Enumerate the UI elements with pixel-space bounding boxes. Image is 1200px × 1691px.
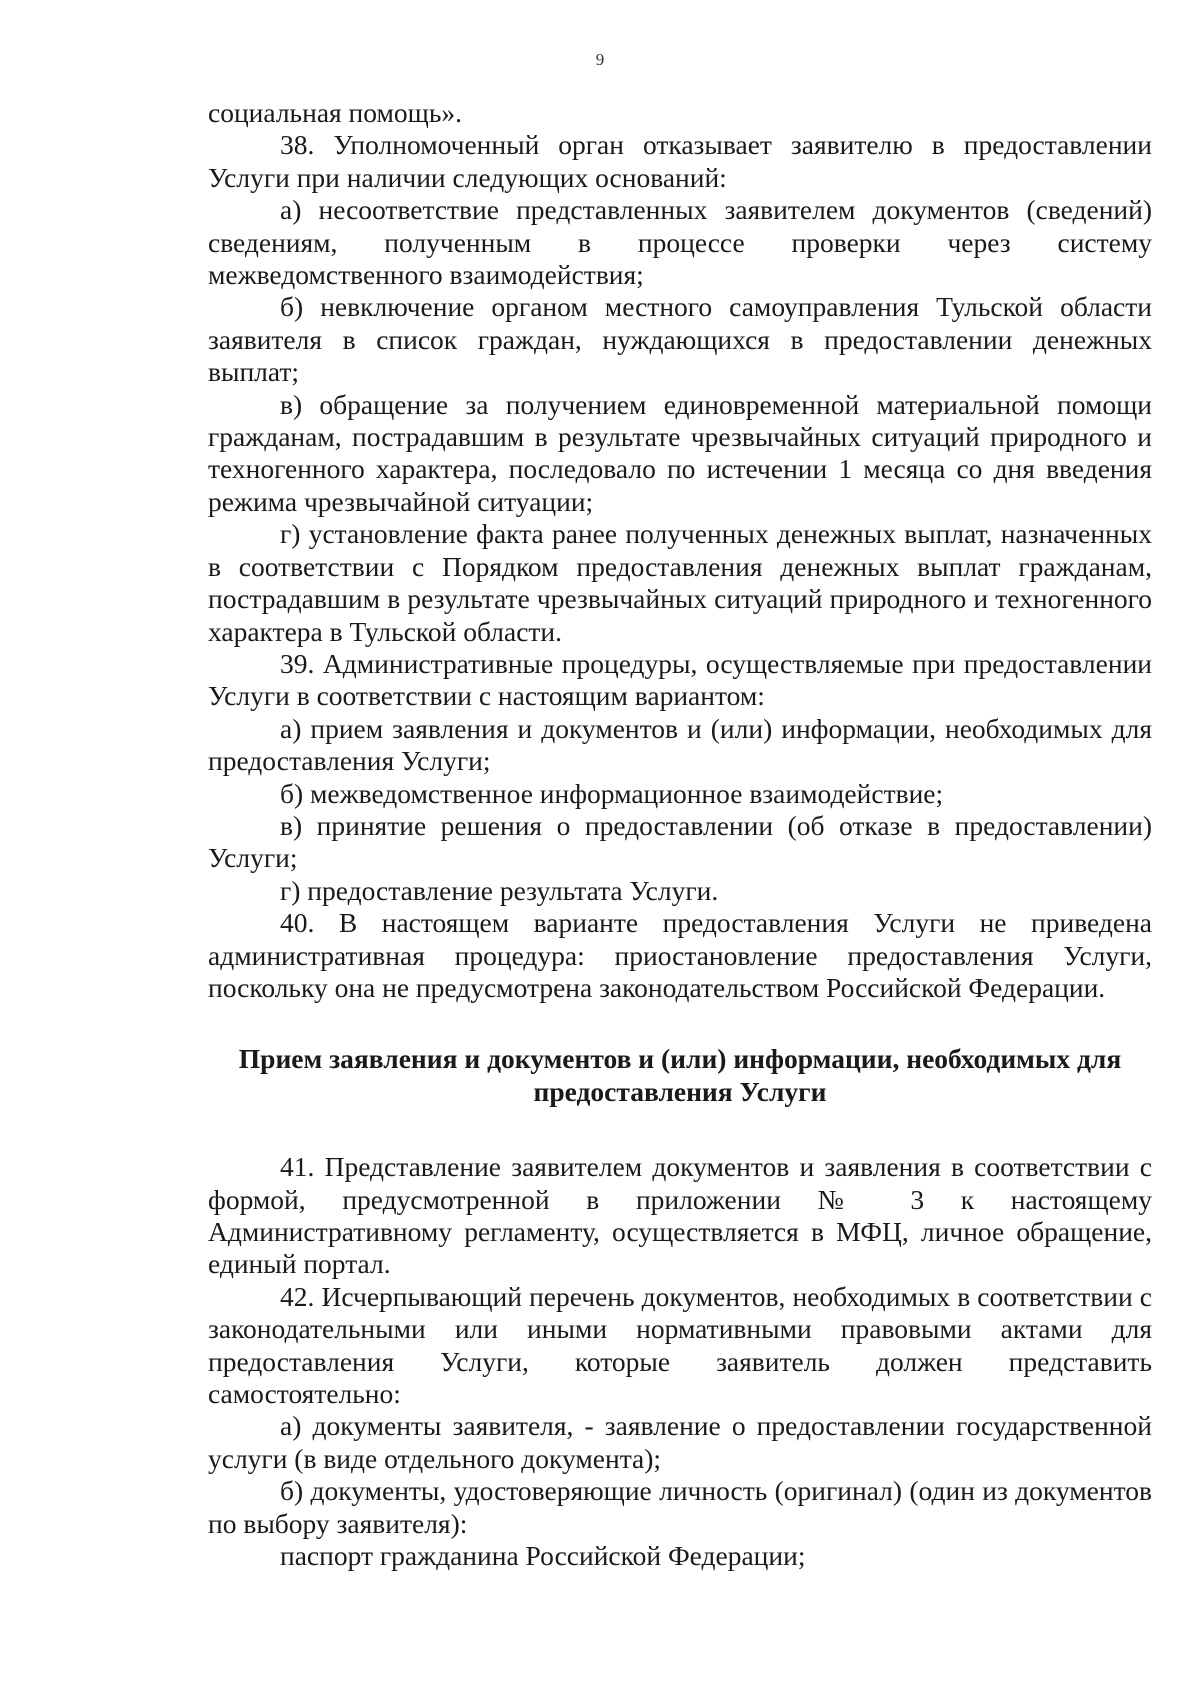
- spacer: [208, 1004, 1152, 1043]
- paragraph-38-g: г) установление факта ранее полученных денежных выплат, назначенных в соответствии с Порядком предоставления денежных выплат гражданам, пострадавшим в результате чрезвычайных ситуаций природного и техногенного характера в Тульской области.: [208, 518, 1152, 647]
- paragraph-42-b-1: паспорт гражданина Российской Федерации;: [280, 1540, 806, 1572]
- paragraph-38-b: б) невключение органом местного самоуправления Тульской области заявителя в список граждан, нуждающихся в предоставлении денежных выплат;: [208, 291, 1152, 388]
- paragraph-42-a: а) документы заявителя, - заявление о предоставлении государственной услуги (в виде отдельного документа);: [208, 1410, 1152, 1474]
- page-number: 9: [595, 50, 605, 69]
- section-heading: Прием заявления и документов и (или) информации, необходимых для предоставления Услуги: [238, 1043, 1122, 1107]
- body-top: [208, 97, 1152, 1004]
- paragraph-39: 39. Административные процедуры, осуществляемые при предоставлении Услуги в соответствии с настоящим вариантом:: [208, 647, 1152, 712]
- paragraph-continuation: социальная помощь».: [208, 97, 462, 128]
- paragraph-39-a: а) прием заявления и документов и (или) информации, необходимых для предоставления Услуги;: [208, 712, 1152, 777]
- paragraph-40: 40. В настоящем варианте предоставления Услуги не приведена административная процедура: приостановление предоставления Услуги, поскольку она не предусмотрена законодательством Российской Федерации.: [208, 907, 1152, 1003]
- paragraph-39-b: б) межведомственное информационное взаимодействие;: [280, 777, 944, 809]
- paragraph-39-g: г) предоставление результата Услуги.: [280, 874, 719, 906]
- body-bottom: [208, 1151, 1152, 1572]
- paragraph-42-b: б) документы, удостоверяющие личность (оригинал) (один из документов по выбору заявителя):: [208, 1475, 1152, 1539]
- paragraph-42: 42. Исчерпывающий перечень документов, необходимых в соответствии с законодательными или иными нормативными правовыми актами для предоставления Услуги, которые заявитель должен представить самостоятельно:: [208, 1280, 1152, 1410]
- paragraph-38: 38. Уполномоченный орган отказывает заявителю в предоставлении Услуги при наличии следующих оснований:: [208, 129, 1152, 193]
- paragraph-39-v: в) принятие решения о предоставлении (об отказе в предоставлении) Услуги;: [208, 809, 1152, 874]
- paragraph-38-v: в) обращение за получением единовременной материальной помощи гражданам, пострадавшим в результате чрезвычайных ситуаций природного и техногенного характера, последовало по истечении 1 месяца со дня введения режима чрезвычайной ситуации;: [208, 388, 1152, 517]
- document-body: [208, 97, 1152, 1572]
- spacer: [208, 1108, 1152, 1151]
- paragraph-41: 41. Представление заявителем документов и заявления в соответствии с формой, предусмотренной в приложении № 3 к настоящему Административному регламенту, осуществляется в МФЦ, личное обращение, единый портал.: [208, 1151, 1152, 1280]
- paragraph-38-a: а) несоответствие представленных заявителем документов (сведений) сведениям, полученным в процессе проверки через систему межведомственного взаимодействия;: [208, 194, 1152, 291]
